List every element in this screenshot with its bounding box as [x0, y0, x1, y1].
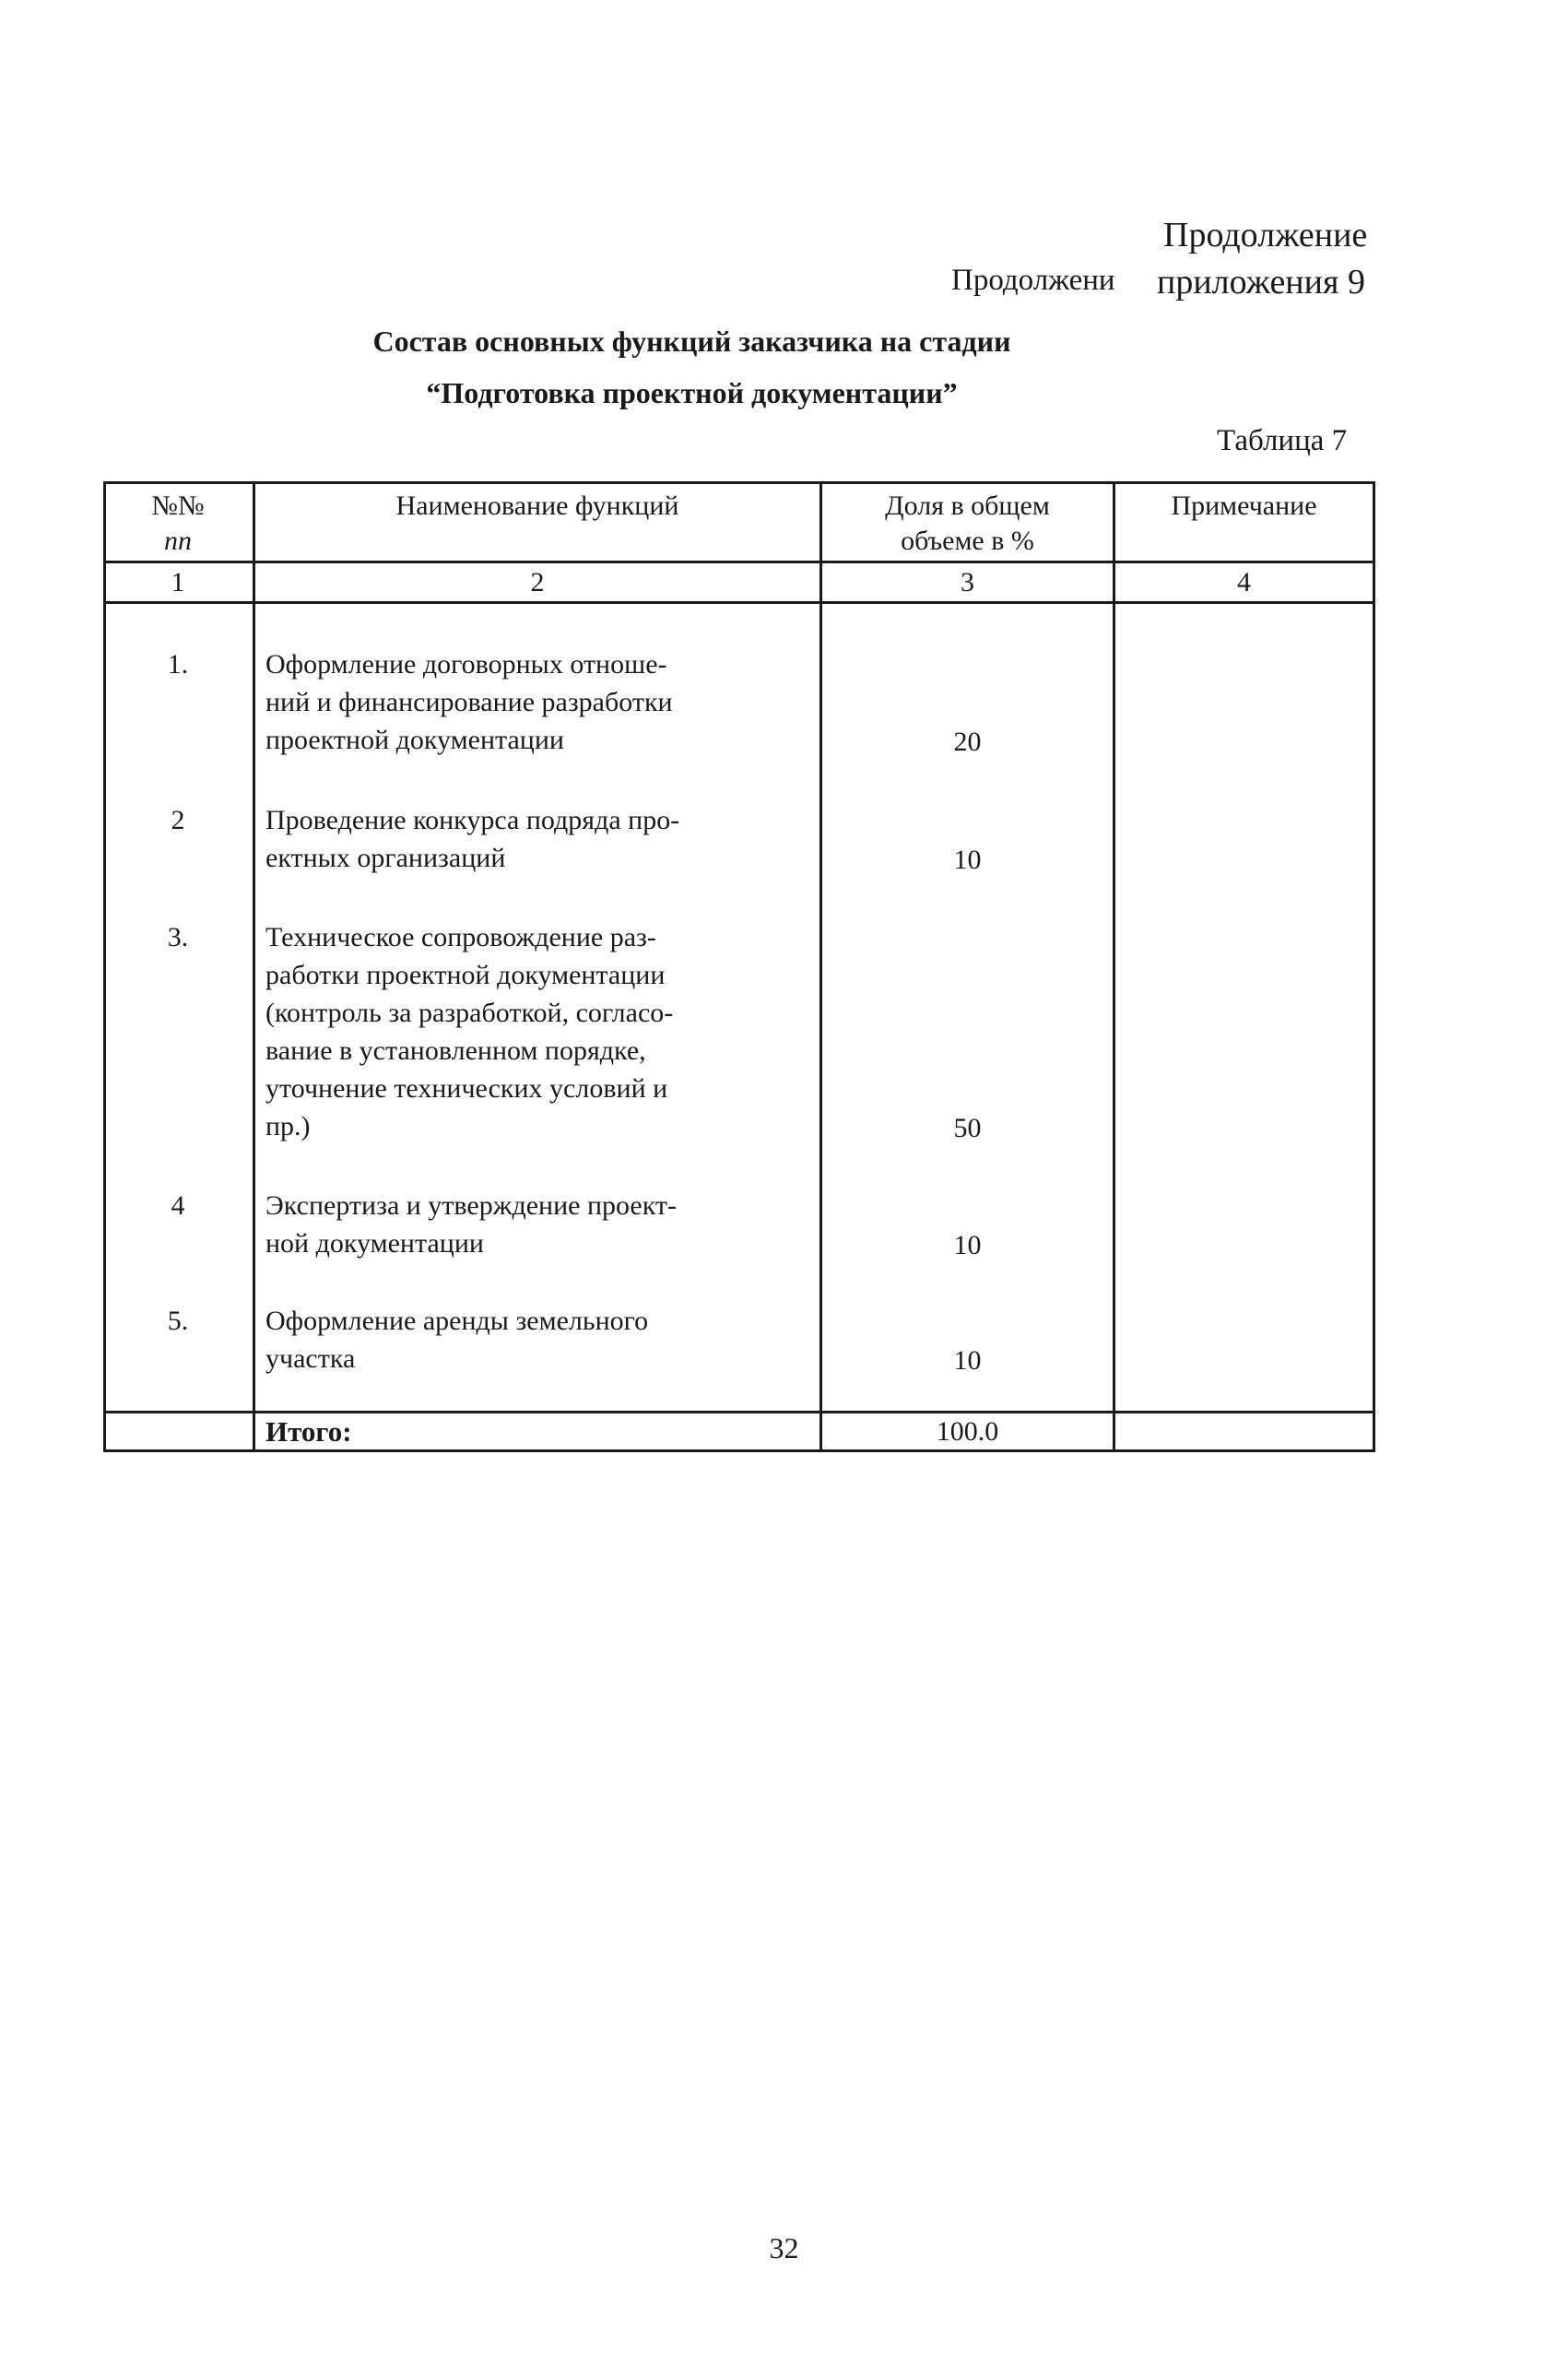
row-1-function-line-1: Оформление договорных отноше- — [265, 649, 667, 680]
functions-table — [103, 481, 1375, 1451]
row-1-function-line-3: проектной документации — [265, 725, 564, 755]
row-2-function-line-1: Проведение конкурса подряда про- — [265, 805, 680, 835]
row-5-function-line-2: участка — [265, 1343, 356, 1374]
header-note: Примечание — [1171, 491, 1317, 521]
row-3-function-line-3: (контроль за разработкой, согласо- — [265, 998, 674, 1028]
row-4-number: 4 — [171, 1190, 185, 1221]
row-3-function-line-4: вание в установленном порядке, — [265, 1035, 646, 1066]
total-label: Итого: — [265, 1415, 352, 1448]
page-number: 32 — [769, 2231, 799, 2264]
table-top-border — [103, 481, 1375, 484]
column-number-3: 3 — [961, 567, 974, 597]
column-number-4: 4 — [1237, 567, 1251, 597]
row-5-number: 5. — [167, 1306, 189, 1336]
row-4-share: 10 — [953, 1230, 982, 1260]
header-num-line-1: №№ — [151, 491, 205, 521]
row-2-number: 2 — [171, 805, 185, 835]
table-right-border — [1373, 481, 1375, 1452]
header-share-line-1: Доля в общем — [885, 491, 1050, 521]
colnum-bottom-border — [103, 601, 1375, 604]
column-number-1: 1 — [171, 567, 185, 597]
header-function-name: Наименование функций — [395, 491, 679, 521]
total-share: 100.0 — [936, 1416, 999, 1447]
row-3-function-line-6: пр.) — [265, 1111, 311, 1141]
row-3-function-line-2: работки проектной документации — [265, 960, 666, 990]
header-share-line-2: объеме в % — [901, 526, 1034, 556]
col-divider-1 — [253, 481, 255, 1452]
row-3-number: 3. — [167, 922, 189, 952]
row-2-share: 10 — [953, 845, 982, 875]
row-4-function-line-1: Экспертиза и утверждение проект- — [265, 1190, 677, 1221]
row-1-function-line-2: ний и финансирование разработки — [265, 687, 673, 717]
row-3-function-line-5: уточнение технических условий и — [265, 1073, 668, 1104]
appendix-label: приложения 9 — [1157, 263, 1365, 302]
col-divider-2 — [819, 481, 822, 1452]
header-num-line-2: пп — [164, 526, 192, 556]
row-1-share: 20 — [953, 727, 982, 757]
row-3-function-line-1: Техническое сопровождение раз- — [265, 922, 656, 952]
row-5-function-line-1: Оформление аренды земельного — [265, 1306, 649, 1336]
row-5-share: 10 — [953, 1345, 982, 1376]
row-4-function-line-2: ной документации — [265, 1228, 484, 1259]
continuation-truncated-label: Продолжени — [951, 264, 1115, 297]
document-title-line-1: Состав основных функций заказчика на стадии — [372, 325, 1011, 358]
document-title-line-2: “Подготовка проектной документации” — [426, 376, 958, 409]
table-number-label: Таблица 7 — [1217, 424, 1348, 457]
row-1-number: 1. — [167, 649, 189, 680]
continuation-label: Продолжение — [1163, 216, 1368, 254]
column-number-2: 2 — [530, 567, 545, 597]
col-divider-3 — [1113, 481, 1115, 1452]
row-3-share: 50 — [953, 1113, 982, 1143]
row-2-function-line-2: ектных организаций — [265, 843, 506, 873]
